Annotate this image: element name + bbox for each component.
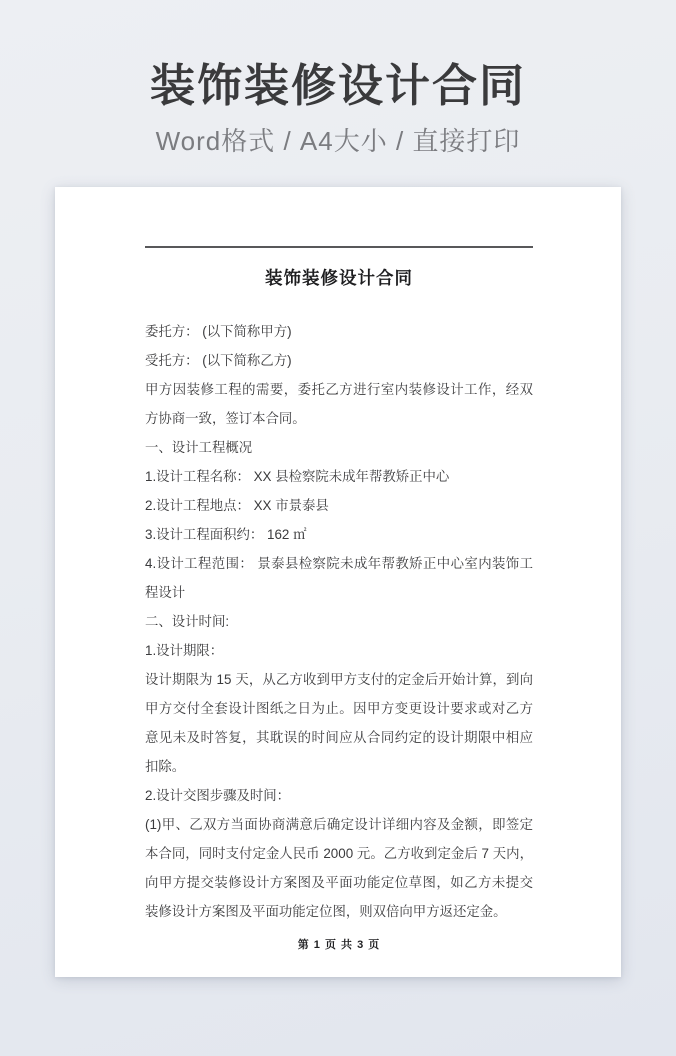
contract-paragraph: 1.设计工程名称： XX 县检察院未成年帮教矫正中心 xyxy=(145,469,450,484)
contract-paragraph: 甲方因装修工程的需要，委托乙方进行室内装修设计工作，经双方协商一致，签订本合同。 xyxy=(145,382,533,426)
contract-paragraph: 委托方： (以下简称甲方) xyxy=(145,324,292,339)
document-content xyxy=(55,187,621,952)
contract-paragraph: 4.设计工程范围： 景泰县检察院未成年帮教矫正中心室内装饰工程设计 xyxy=(145,556,533,600)
preview-subtitle: Word格式 / A4大小 / 直接打印 xyxy=(155,125,521,156)
page-number-footer: 第 1 页 共 3 页 xyxy=(297,939,381,951)
document-body xyxy=(145,317,533,926)
contract-paragraph: 3.设计工程面积约： 162 ㎡ xyxy=(145,527,307,542)
contract-paragraph: 2.设计交图步骤及时间： xyxy=(145,788,291,803)
contract-paragraph: 2.设计工程地点： XX 市景泰县 xyxy=(145,498,329,513)
contract-paragraph: (1)甲、乙双方当面协商满意后确定设计详细内容及金额，即签定本合同，同时支付定金人民币 2000 元。乙方收到定金后 7 天内，向甲方提交装修设计方案图及平面功能定位草图，如乙方未提交装修设计方案图及平面功能定位图，则双倍向甲方返还定金。 xyxy=(145,817,533,919)
document-title: 装饰装修设计合同 xyxy=(265,268,413,288)
preview-title: 装饰装修设计合同 xyxy=(149,60,526,111)
preview-header xyxy=(0,0,676,158)
contract-paragraph: 受托方： (以下简称乙方) xyxy=(145,353,292,368)
header-rule xyxy=(145,246,533,248)
contract-paragraph: 二、设计时间: xyxy=(145,614,230,629)
contract-paragraph: 一、设计工程概况 xyxy=(145,440,253,455)
contract-paragraph: 1.设计期限： xyxy=(145,643,224,658)
document-page xyxy=(55,187,621,977)
contract-paragraph: 设计期限为 15 天，从乙方收到甲方支付的定金后开始计算，到向甲方交付全套设计图纸之日为止。因甲方变更设计要求或对乙方意见未及时答复，其耽误的时间应从合同约定的设计期限中相应扣除。 xyxy=(145,672,533,774)
